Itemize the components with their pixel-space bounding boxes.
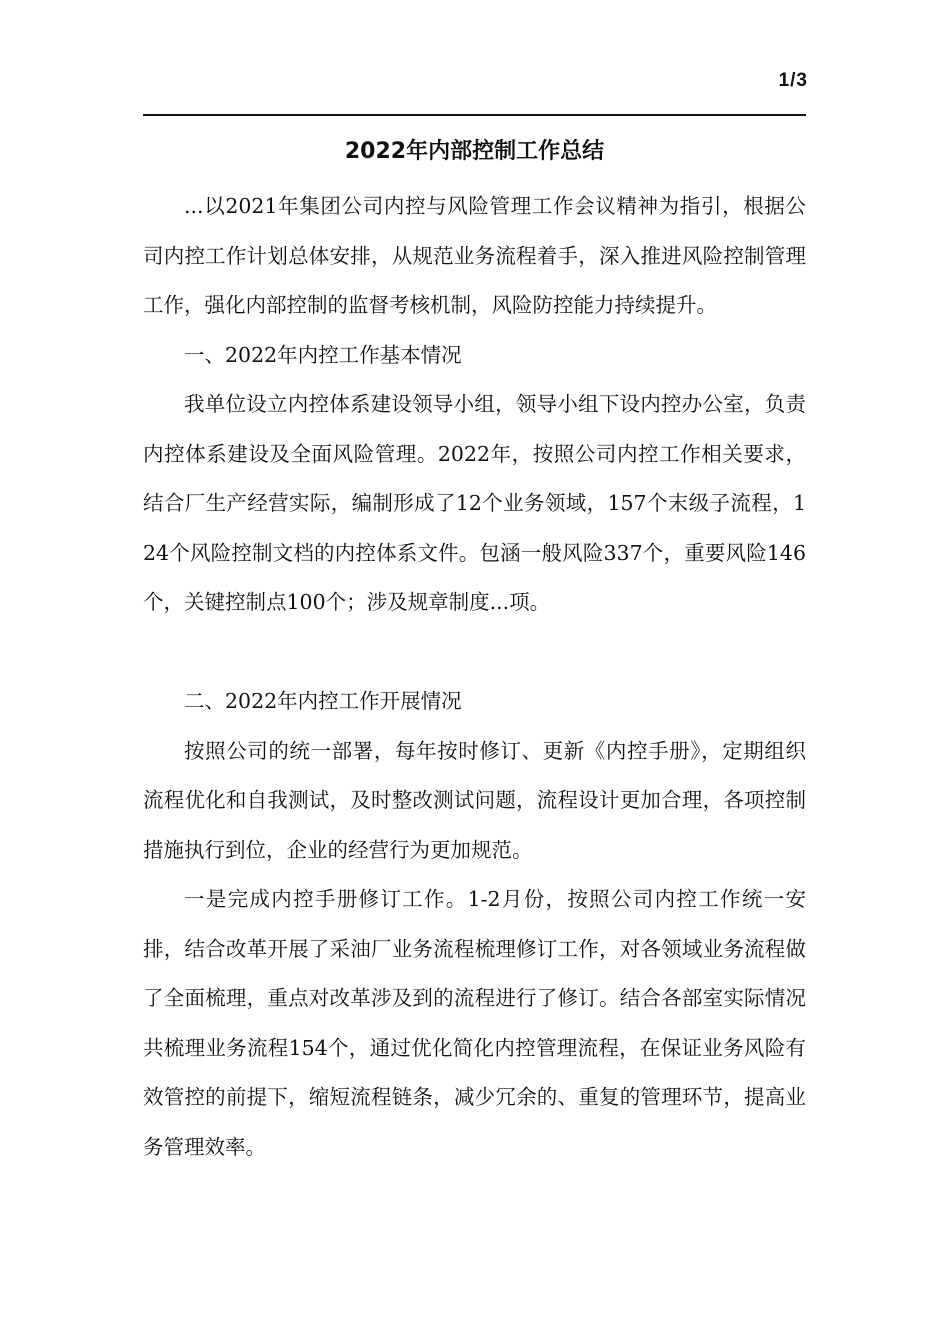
page-number: 1/3 [778,70,808,91]
document-body [143,182,806,1172]
section-1-heading: 一、2022年内控工作基本情况 [184,342,462,367]
blank-line [143,628,806,678]
intro-paragraph: ...以2021年集团公司内控与风险管理工作会议精神为指引，根据公司内控工作计划总体安排，从规范业务流程着手，深入推进风险控制管理工作，强化内部控制的监督考核机制，风险防控能力持续提升。 [143,194,806,317]
section-2-paragraph-2: 一是完成内控手册修订工作。1-2月份，按照公司内控工作统一安排，结合改革开展了采油厂业务流程梳理修订工作，对各领域业务流程做了全面梳理，重点对改革涉及到的流程进行了修订。结合各部室实际情况共梳理业务流程154个，通过优化简化内控管理流程，在保证业务风险有效管控的前提下，缩短流程链条，减少冗余的、重复的管理环节，提高业务管理效率。 [143,887,806,1159]
section-2-heading: 二、2022年内控工作开展情况 [184,689,462,713]
section-1-paragraph: 我单位设立内控体系建设领导小组，领导小组下设内控办公室，负责内控体系建设及全面风险管理。2022年，按照公司内控工作相关要求，结合厂生产经营实际，编制形成了12个业务领域，157个末级子流程，124个风险控制文档的内控体系文件。包涵一般风险337个，重要风险146个，关键控制点100个；涉及规章制度...项。 [143,392,806,614]
document-title: 2022年内部控制工作总结 [344,139,605,164]
header-divider [143,114,806,116]
section-2-paragraph-1: 按照公司的统一部署，每年按时修订、更新《内控手册》，定期组织流程优化和自我测试，及时整改测试问题，流程设计更加合理，各项控制措施执行到位，企业的经营行为更加规范。 [143,738,806,862]
